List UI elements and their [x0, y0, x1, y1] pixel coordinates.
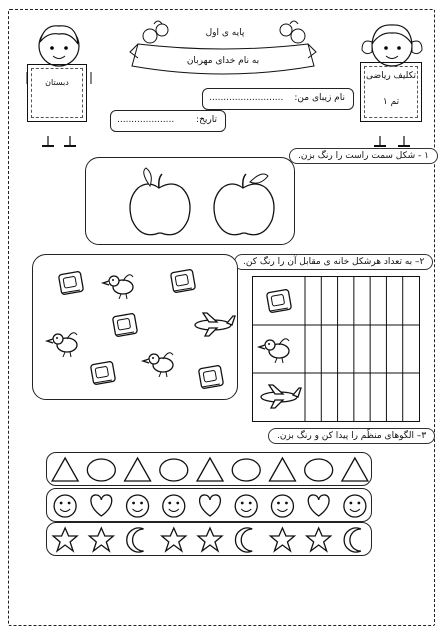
bird-icon: [47, 333, 77, 357]
subject-label: تکلیف ریاضی: [365, 71, 417, 81]
bird-icon: [143, 353, 173, 377]
star-icon: [198, 528, 222, 551]
smiley-icon: [163, 495, 185, 517]
heart-icon: [200, 495, 221, 516]
circle-icon: [160, 459, 188, 481]
triangle-icon: [125, 458, 151, 481]
count-grid-lines: [253, 277, 419, 421]
question-1-box: [85, 157, 295, 245]
triangle-icon: [197, 458, 223, 481]
bird-icon: [259, 339, 289, 363]
grade-title: پایه ی اول: [205, 28, 245, 38]
circle-icon: [87, 459, 115, 481]
pattern-row-2: [46, 488, 372, 522]
triangle-icon: [342, 458, 368, 481]
smiley-icon: [344, 495, 366, 517]
book-icon: [90, 361, 115, 385]
triangle-icon: [52, 458, 78, 481]
book-icon: [198, 365, 223, 389]
star-icon: [89, 528, 113, 551]
moon-icon: [235, 528, 252, 552]
circle-icon: [232, 459, 260, 481]
name-label: نام زیبای من:: [294, 93, 345, 103]
date-dots: ....................: [117, 115, 175, 125]
apples: [86, 158, 296, 246]
heart-icon: [91, 495, 112, 516]
triangle-icon: [269, 458, 295, 481]
bird-icon: [103, 275, 133, 299]
smiley-icon: [54, 495, 76, 517]
term-label: تم ۱: [382, 97, 400, 107]
star-icon: [53, 528, 77, 551]
smiley-icon: [127, 495, 149, 517]
name-dots: ..........................: [209, 93, 284, 103]
bismillah: به نام خدای مهربان: [186, 56, 260, 66]
star-icon: [307, 528, 331, 551]
moon-icon: [127, 528, 144, 552]
airplane-icon: [261, 385, 301, 408]
airplane-icon: [195, 313, 235, 336]
smiley-icon: [235, 495, 257, 517]
book-icon: [112, 313, 137, 337]
date-field[interactable]: [110, 110, 226, 132]
title-banner: [128, 14, 318, 84]
book-icon: [58, 271, 83, 295]
apple-right-icon: [214, 184, 274, 235]
moon-icon: [344, 528, 361, 552]
pattern-row-1: [46, 452, 372, 486]
count-grid: [252, 276, 420, 422]
star-icon: [270, 528, 294, 551]
name-field[interactable]: [202, 88, 354, 110]
scattered-shapes: [33, 255, 239, 401]
question-2-label: ۲– به تعداد هرشکل خانه ی مقابل آن را رنگ کن.: [234, 254, 433, 270]
school-label: دبستان: [45, 78, 69, 87]
apple-left-icon: [130, 184, 190, 235]
smiley-icon: [271, 495, 293, 517]
question-1-label: ۱ - شکل سمت راست را رنگ بزن.: [289, 148, 438, 164]
question-3-label: ۳– الگوهای منظّم را پیدا کن و رنگ بزن.: [268, 428, 435, 444]
star-icon: [162, 528, 186, 551]
date-label: تاریخ:: [196, 115, 217, 125]
subject-box: [360, 62, 422, 122]
book-icon: [170, 269, 195, 293]
school-box: [27, 64, 87, 122]
book-icon: [266, 289, 291, 313]
heart-icon: [308, 495, 329, 516]
circle-icon: [305, 459, 333, 481]
question-2-picture-box: [32, 254, 238, 400]
pattern-row-3: [46, 522, 372, 556]
